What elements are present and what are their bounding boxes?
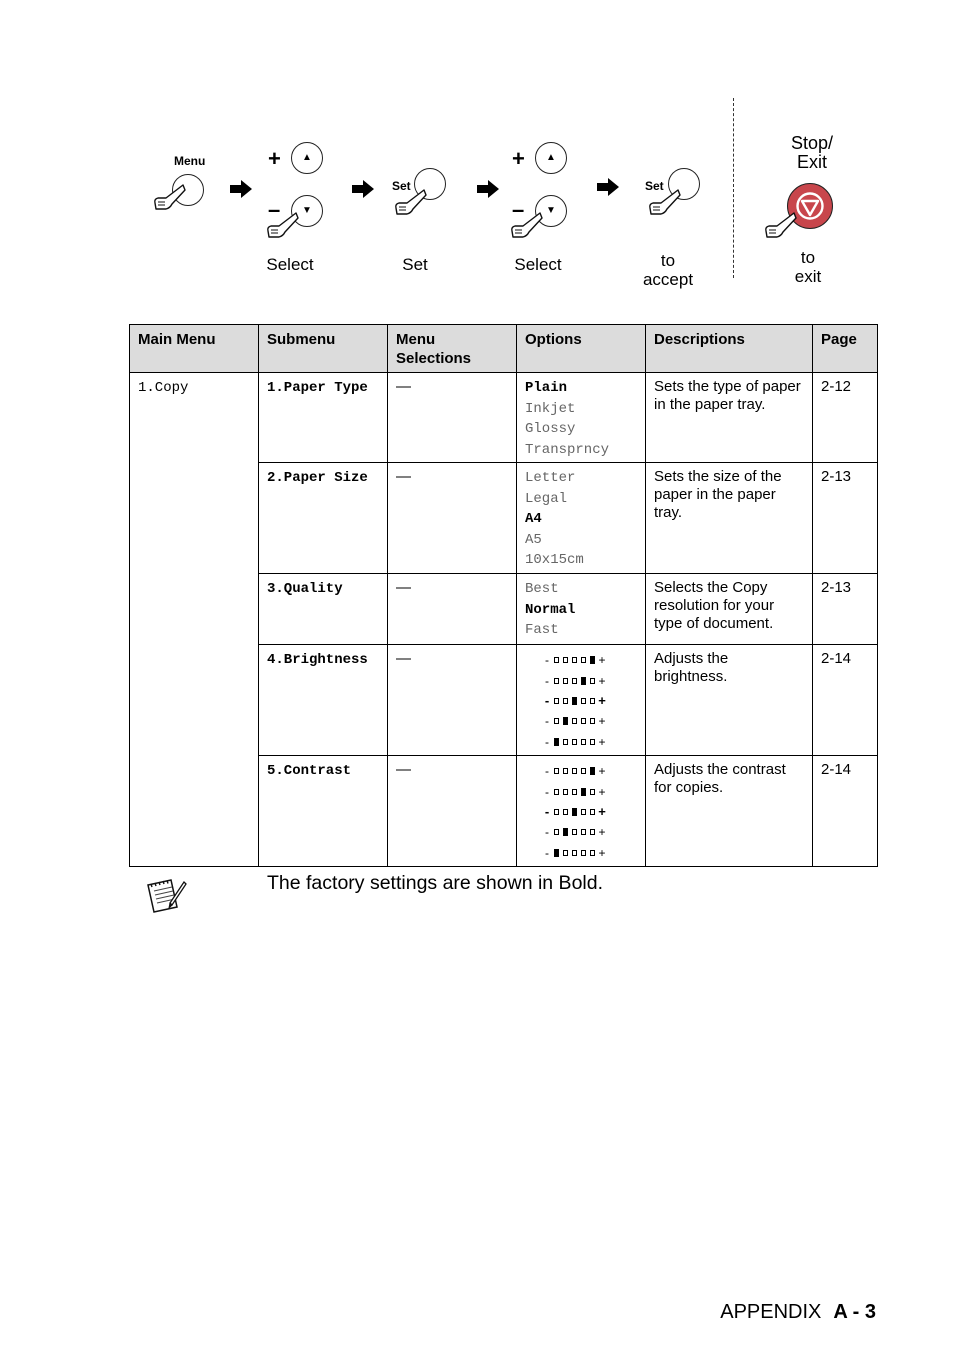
menu-selection-cell: — <box>388 373 517 463</box>
scale-level <box>525 781 637 801</box>
level-marker-empty <box>554 829 559 835</box>
scale-level <box>525 711 637 731</box>
level-marker-empty <box>554 657 559 663</box>
level-marker-empty <box>581 768 586 774</box>
level-marker-empty <box>563 739 568 745</box>
scale-level <box>525 822 637 842</box>
level-marker-filled <box>563 717 568 725</box>
description-cell: Selects the Copy resolution for your type of document. <box>646 574 813 645</box>
plus-symbol: + <box>598 804 606 820</box>
contrast-scale <box>525 761 637 863</box>
separator-dashed <box>733 98 734 278</box>
menu-table <box>129 324 878 867</box>
level-marker-empty <box>590 698 595 704</box>
level-marker-empty <box>581 739 586 745</box>
minus-symbol: - <box>545 653 549 668</box>
scale-level <box>525 843 637 863</box>
level-marker-empty <box>572 739 577 745</box>
menu-selection-cell: — <box>388 463 517 574</box>
set-key-label: Set <box>645 179 664 193</box>
footer-page-number: A - 3 <box>833 1301 876 1323</box>
option-item: A4 <box>525 511 542 527</box>
submenu-cell: 1.Paper Type <box>259 373 388 463</box>
description-cell: Sets the size of the paper in the paper tray. <box>646 463 813 574</box>
plus-sign: + <box>512 146 525 171</box>
minus-symbol: - <box>545 734 549 749</box>
minus-symbol: - <box>544 804 550 820</box>
menu-selection-cell: — <box>388 574 517 645</box>
level-marker-filled <box>554 849 559 857</box>
caption-to-exit: to exit <box>794 248 822 286</box>
caption-set: Set <box>402 255 428 274</box>
level-marker-empty <box>581 698 586 704</box>
table-row <box>130 373 878 463</box>
level-marker-empty <box>590 829 595 835</box>
option-item: Legal <box>525 490 568 507</box>
options-cell <box>517 574 646 645</box>
scale-level <box>525 670 637 690</box>
level-marker-empty <box>581 657 586 663</box>
right-arrow-icon <box>597 178 619 196</box>
options-cell <box>517 463 646 574</box>
hand-pointer-icon <box>647 187 681 217</box>
level-marker-empty <box>590 809 595 815</box>
level-marker-empty <box>590 739 595 745</box>
level-marker-empty <box>554 768 559 774</box>
level-marker-empty <box>572 768 577 774</box>
level-marker-empty <box>572 657 577 663</box>
level-marker-empty <box>563 768 568 774</box>
submenu-cell: 5.Contrast <box>259 756 388 867</box>
level-marker-empty <box>563 657 568 663</box>
hand-pointer-icon <box>509 210 543 240</box>
level-marker-empty <box>581 718 586 724</box>
level-marker-filled <box>590 767 595 775</box>
level-marker-empty <box>581 809 586 815</box>
option-item: Best <box>525 581 559 597</box>
level-marker-empty <box>563 809 568 815</box>
header-page: Page <box>813 325 878 373</box>
note-text: The factory settings are shown in Bold. <box>267 872 604 894</box>
submenu-cell: 3.Quality <box>259 574 388 645</box>
level-marker-empty <box>581 829 586 835</box>
submenu-cell: 4.Brightness <box>259 645 388 756</box>
right-arrow-icon <box>230 180 252 198</box>
hand-pointer-icon <box>152 182 186 212</box>
plus-symbol: + <box>598 693 606 709</box>
level-marker-empty <box>563 678 568 684</box>
caption-select: Select <box>514 255 562 274</box>
header-menu-selections: Menu Selections <box>388 325 517 373</box>
page-cell: 2-13 <box>813 574 878 645</box>
level-marker-filled <box>554 738 559 746</box>
hand-pointer-icon <box>763 210 797 240</box>
plus-symbol: + <box>598 825 606 840</box>
submenu-cell: 2.Paper Size <box>259 463 388 574</box>
options-cell <box>517 756 646 867</box>
description-cell: Adjusts the contrast for copies. <box>646 756 813 867</box>
level-marker-empty <box>554 678 559 684</box>
scale-level <box>525 802 637 822</box>
page-cell: 2-12 <box>813 373 878 463</box>
options-cell <box>517 645 646 756</box>
scale-level <box>525 650 637 670</box>
level-marker-empty <box>554 718 559 724</box>
plus-symbol: + <box>598 845 606 860</box>
level-marker-filled <box>581 677 586 685</box>
scale-level <box>525 691 637 711</box>
level-marker-empty <box>590 678 595 684</box>
main-menu-cell: 1.Copy <box>130 373 259 867</box>
header-main-menu: Main Menu <box>130 325 259 373</box>
level-marker-empty <box>590 850 595 856</box>
footer-section: APPENDIX <box>720 1301 822 1323</box>
page-cell: 2-14 <box>813 756 878 867</box>
minus-symbol: - <box>545 825 549 840</box>
level-marker-empty <box>572 789 577 795</box>
down-arrow-icon: ▼ <box>302 205 312 216</box>
plus-sign: + <box>268 146 281 171</box>
option-item: 10x15cm <box>525 552 584 568</box>
description-cell: Sets the type of paper in the paper tray. <box>646 373 813 463</box>
minus-symbol: - <box>544 693 550 709</box>
minus-symbol: - <box>545 784 549 799</box>
level-marker-filled <box>581 788 586 796</box>
caption-select: Select <box>266 255 314 274</box>
up-key[interactable] <box>291 142 323 174</box>
up-arrow-icon: ▲ <box>302 152 312 163</box>
level-marker-empty <box>563 698 568 704</box>
minus-symbol: - <box>545 673 549 688</box>
level-marker-empty <box>590 718 595 724</box>
minus-symbol: - <box>545 764 549 779</box>
level-marker-empty <box>554 698 559 704</box>
stop-exit-label: Stop/ Exit <box>790 133 834 172</box>
menu-selection-cell: — <box>388 645 517 756</box>
hand-pointer-icon <box>265 210 299 240</box>
level-marker-empty <box>572 850 577 856</box>
menu-selection-cell: — <box>388 756 517 867</box>
option-item: Transprncy <box>525 441 610 458</box>
page-footer <box>720 1301 876 1324</box>
caption-to-accept: to accept <box>642 251 694 289</box>
level-marker-filled <box>590 656 595 664</box>
scale-level <box>525 732 637 752</box>
level-marker-empty <box>554 809 559 815</box>
level-marker-empty <box>590 789 595 795</box>
level-marker-filled <box>572 808 577 816</box>
plus-symbol: + <box>598 784 606 799</box>
option-item: A5 <box>525 531 542 548</box>
level-marker-empty <box>572 829 577 835</box>
page-cell: 2-14 <box>813 645 878 756</box>
option-item: Plain <box>525 380 568 396</box>
page-cell: 2-13 <box>813 463 878 574</box>
stop-icon <box>795 191 825 221</box>
option-item: Letter <box>525 470 576 486</box>
level-marker-empty <box>581 850 586 856</box>
option-item: Fast <box>525 622 559 638</box>
header-descriptions: Descriptions <box>646 325 813 373</box>
level-marker-empty <box>563 789 568 795</box>
level-marker-filled <box>563 828 568 836</box>
option-item: Glossy <box>525 421 576 437</box>
plus-symbol: + <box>598 714 606 729</box>
minus-symbol: - <box>545 714 549 729</box>
menu-key-label: Menu <box>174 154 206 168</box>
level-marker-empty <box>554 789 559 795</box>
minus-sign: – <box>268 197 281 222</box>
down-arrow-icon: ▼ <box>546 205 556 216</box>
minus-symbol: - <box>545 845 549 860</box>
options-cell <box>517 373 646 463</box>
table-header-row <box>130 325 878 373</box>
notepad-pencil-icon <box>145 876 187 916</box>
minus-sign: – <box>512 197 525 222</box>
brightness-scale <box>525 650 637 752</box>
description-cell: Adjusts the brightness. <box>646 645 813 756</box>
option-item: Normal <box>525 601 576 618</box>
up-key[interactable] <box>535 142 567 174</box>
plus-symbol: + <box>598 734 606 749</box>
plus-symbol: + <box>598 673 606 688</box>
level-marker-empty <box>572 718 577 724</box>
header-options: Options <box>517 325 646 373</box>
right-arrow-icon <box>352 180 374 198</box>
level-marker-filled <box>572 697 577 705</box>
scale-level <box>525 761 637 781</box>
option-item: Inkjet <box>525 400 576 417</box>
right-arrow-icon <box>477 180 499 198</box>
set-key-label: Set <box>392 179 411 193</box>
up-arrow-icon: ▲ <box>546 152 556 163</box>
level-marker-empty <box>563 850 568 856</box>
plus-symbol: + <box>598 653 606 668</box>
level-marker-empty <box>572 678 577 684</box>
hand-pointer-icon <box>393 187 427 217</box>
plus-symbol: + <box>598 764 606 779</box>
header-submenu: Submenu <box>259 325 388 373</box>
